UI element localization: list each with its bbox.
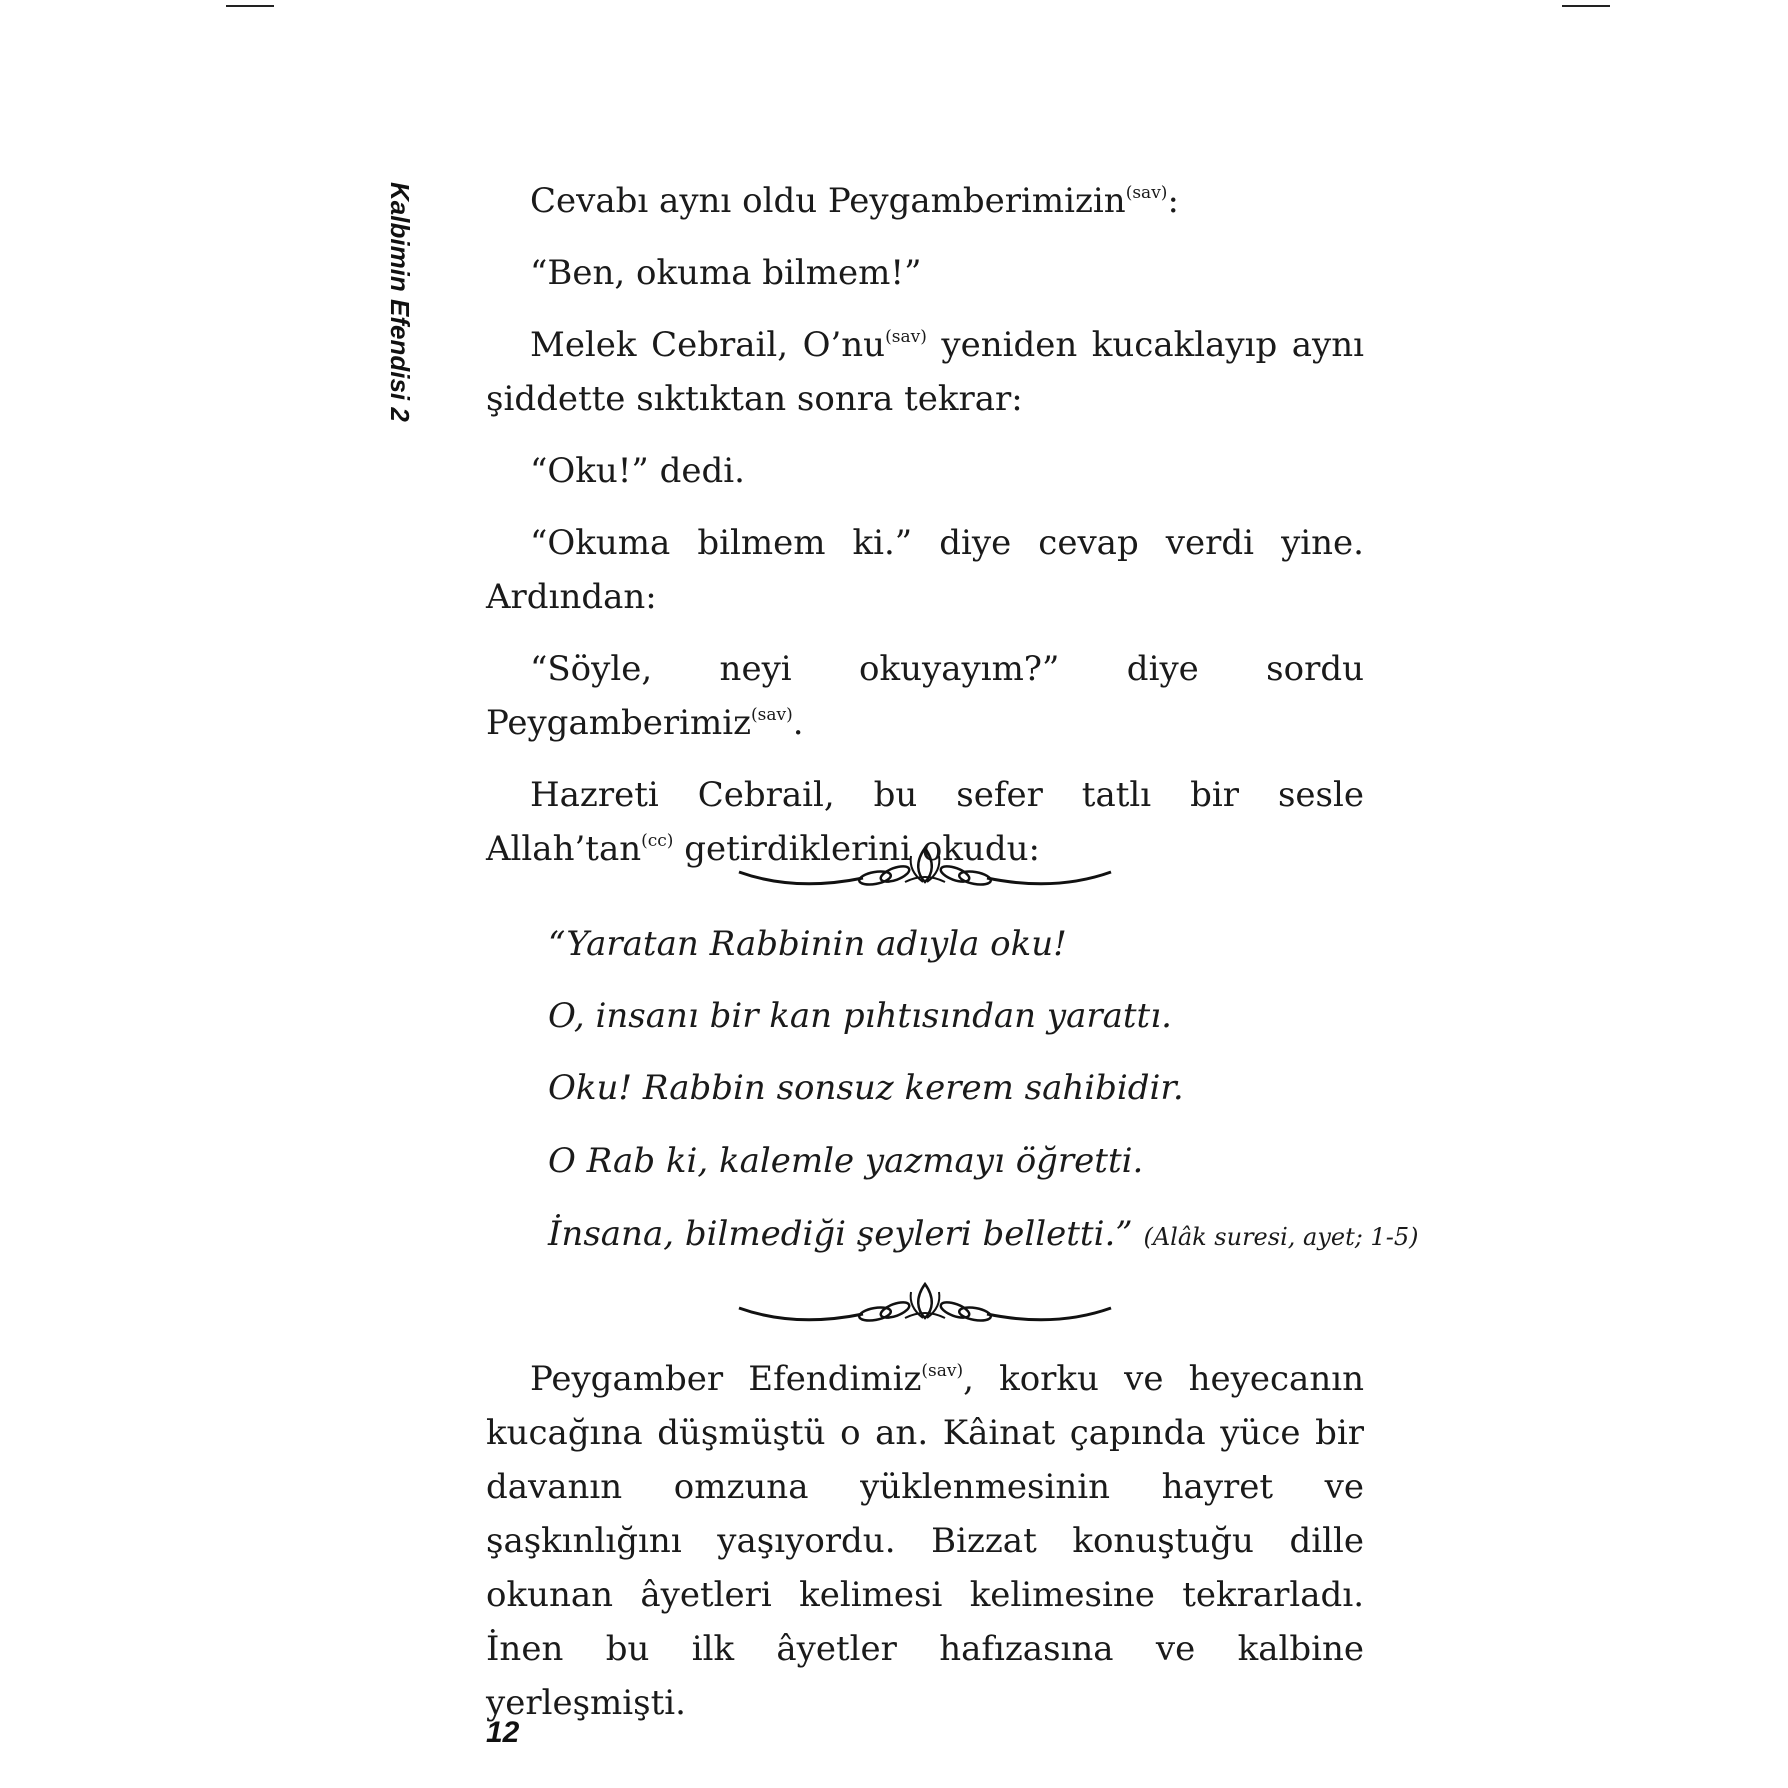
paragraph-1: Cevabı aynı oldu Peygamberimizin$^{(sav)}$: xyxy=(530,181,1179,221)
body-text-top xyxy=(486,174,1364,876)
paragraph-8: Peygamber Efendimiz$^{(sav)}$, korku ve heyecanın kucağına düşmüştü o an. Kâinat çapında yüce bir davanın omzuna yüklenmesinin hayret ve şaşkınlığını yaşıyordu. Bizzat konuştuğu dille okunan âyetleri kelimesi kelimesine tekrarladı. İnen bu ilk âyetler hafızasına ve kalbine yerleşmişti. xyxy=(486,1359,1364,1723)
running-title: Kalbimin Efendisi 2 xyxy=(385,182,415,422)
ornament-divider-bottom-icon xyxy=(735,1278,1115,1330)
verse-4: O Rab ki, kalemle yazmayı öğretti. xyxy=(548,1141,1144,1181)
paragraph-3: Melek Cebrail, $O’nu^{(sav)}$ yeniden kucaklayıp aynı şiddette sıktıktan sonra tekrar: xyxy=(486,325,1365,419)
paragraph-4: “Oku!” dedi. xyxy=(530,451,745,491)
paragraph-5: “Okuma bilmem ki.” diye cevap verdi yine. Ardından: xyxy=(486,523,1364,617)
paragraph-6: “Söyle, neyi okuyayım?” diye sordu Peygamberimiz$^{(sav)}$. xyxy=(486,649,1364,743)
verse-reference: (Alâk suresi, ayet; 1-5) xyxy=(1143,1223,1419,1251)
crop-mark-left xyxy=(226,5,274,7)
verse-2: O, insanı bir kan pıhtısından yarattı. xyxy=(548,996,1172,1036)
crop-mark-right xyxy=(1562,5,1610,7)
paragraph-7: Hazreti Cebrail, bu sefer tatlı bir sesle $Allah’\tan^{(cc)}$ getirdiklerini okudu: xyxy=(486,775,1364,869)
verse-5: İnsana, bilmediği şeyleri belletti.” (Alâk suresi, ayet; 1-5) xyxy=(548,1214,1419,1254)
page-number: 12 xyxy=(486,1716,520,1749)
verse-1: “Yaratan Rabbinin adıyla oku! xyxy=(548,924,1067,964)
paragraph-2: “Ben, okuma bilmem!” xyxy=(530,253,922,293)
ornament-divider-top-icon xyxy=(735,842,1115,894)
body-text-bottom xyxy=(486,1352,1364,1730)
verse-3: Oku! Rabbin sonsuz kerem sahibidir. xyxy=(548,1068,1184,1108)
